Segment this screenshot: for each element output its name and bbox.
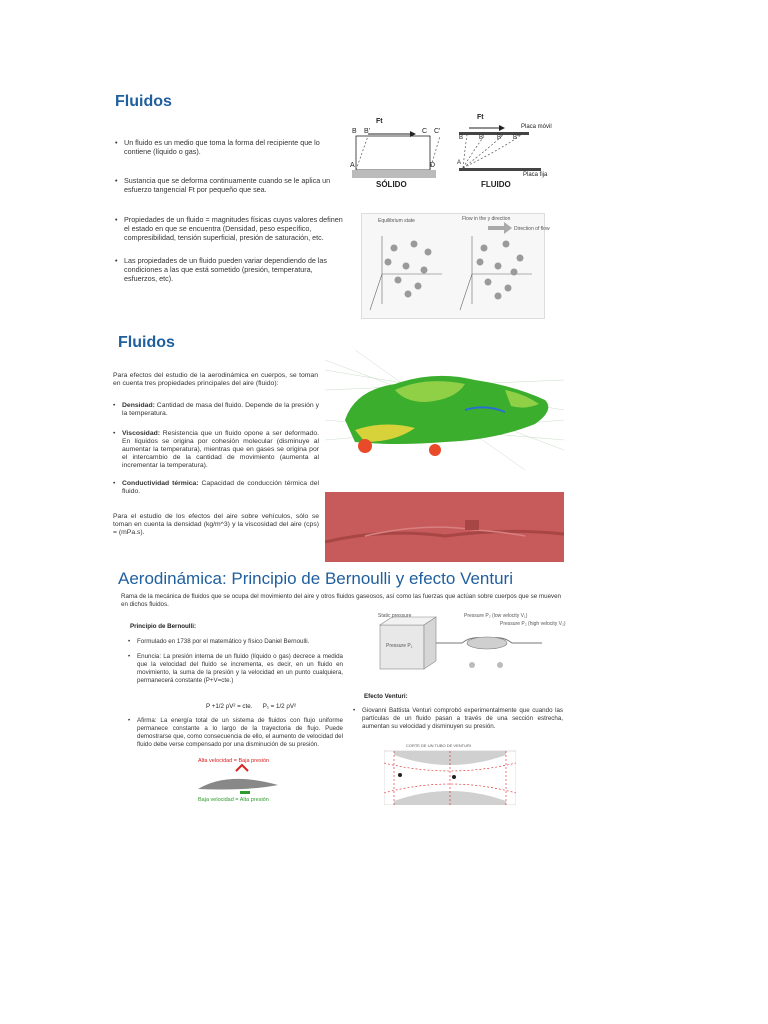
bullet-term: Conductividad térmica: <box>122 480 199 487</box>
top-plate-label: Placa móvil <box>521 124 552 130</box>
bullet-item: • Sustancia que se deforma continuamente cuando se le aplica un esfuerzo tangencial Ft por pequeño que sea. <box>115 176 343 194</box>
bernoulli-list <box>128 638 343 692</box>
formula-right: P₁ = 1/2 ρV² <box>262 703 297 710</box>
point-label: A <box>350 162 355 169</box>
fig-label: Pressure P₂ (low velocity V₁) <box>464 613 528 619</box>
bernoulli-pressure-figure <box>372 613 566 683</box>
point-label: B''' <box>513 135 521 141</box>
bullet-item: • Giovanni Battista Venturi comprobó experimentalmente que cuando las partículas de un fluido pasan a través de una sección estrecha, aumentan su velocidad y disminuyen su presión. <box>353 707 563 731</box>
bernoulli-heading: Principio de Bernoulli: <box>130 623 197 630</box>
fig-label: Pressure P₁ <box>386 643 413 649</box>
bullet-item <box>113 402 319 418</box>
point-label: D <box>430 162 436 169</box>
bernoulli-formula <box>206 703 296 710</box>
point-label: A <box>457 160 462 166</box>
venturi-fig-title: CORTE DE UN TUBO DE VENTURI <box>406 743 471 748</box>
point-label: B <box>352 128 357 135</box>
bullet-item: • Enuncia: La presión interna de un fluido (líquido o gas) decrece a medida que la velocidad del fluido se incrementa, es decir, en un fluido en movimiento, la suma de la presión y la velocidad en un punto cualquiera, permanecerá constante (P+V=cte.) <box>128 653 343 685</box>
point-label: B <box>459 135 464 141</box>
point-label: C' <box>434 128 441 135</box>
bullet-list <box>115 138 343 303</box>
particle-flow-diagram <box>361 213 550 319</box>
intro-paragraph: Rama de la mecánica de fluidos que se ocupa del movimiento del aire y otros fluidos gaseosos, así como las fuerzas que actúan sobre cuerpos que se mueven en dichos fluidos. <box>121 593 561 608</box>
fig-label: Pressure P₂ (high velocity V₂) <box>500 621 566 627</box>
venturi-list <box>353 707 563 731</box>
slide-title: Fluidos <box>115 93 172 110</box>
slide-fluidos-1 <box>105 88 552 320</box>
slide-title: Aerodinámica: Principio de Bernoulli y efecto Venturi <box>118 569 513 588</box>
bullet-term: Viscosidad: <box>122 430 161 437</box>
bullet-item: • Afirma: La energía total de un sistema de fluidos con flujo uniforme permanece constante a lo largo de la trayectoria de flujo. Puede demostrarse que, como consecuencia de ello, el aumento de velocidad del fluido debe verse compensado por una disminución de su presión. <box>128 717 343 749</box>
venturi-heading: Efecto Venturi: <box>364 693 408 700</box>
bullet-item: • Formulado en 1738 por el matemático y físico Daniel Bernoulli. <box>128 638 343 646</box>
bullet-text: Capacidad de conducción térmica del fluido. <box>122 480 319 495</box>
point-label: B' <box>364 128 371 135</box>
point-label: B' <box>479 135 485 141</box>
flow-label: Flow in the y direction <box>462 216 511 222</box>
force-label: Ft <box>376 118 383 125</box>
cfd-pressure-image <box>325 492 564 562</box>
bullet-item: • Propiedades de un fluido = magnitudes físicas cuyos valores definen el estado en que se encuentra (Densidad, peso específico, compresibilidad, tensión superficial, presión de saturación, etc. <box>115 215 343 242</box>
slide-title: Fluidos <box>118 334 175 351</box>
bullet-item <box>113 430 319 470</box>
bullet-text: Cantidad de masa del fluido. Depende de la presión y la temperatura. <box>122 402 319 417</box>
fluid-deformation-diagram <box>455 114 552 190</box>
fig-label: Static pressure <box>378 613 412 619</box>
bullet-term: Densidad: <box>122 402 155 409</box>
fluid-caption: FLUIDO <box>481 180 511 189</box>
point-label: C <box>422 128 428 135</box>
bullet-list <box>113 402 319 508</box>
bullet-text: Resistencia que un fluido opone a ser deformado. En líquidos se origina por cohesión molecular (disminuye al aumentar la temperatura), mientras que en gases se origina por el intercambio de la cantidad de movimiento (aumenta al incrementar la temperatura). <box>122 430 319 469</box>
equilibrium-label: Equilibrium state <box>378 218 415 224</box>
point-label: B" <box>497 135 504 141</box>
bullet-item: • Un fluido es un medio que toma la forma del recipiente que lo contiene (líquido o gas). <box>115 138 343 156</box>
wing-bottom-label: Baja velocidad = Alta presión <box>198 797 269 803</box>
bullet-item <box>113 480 319 496</box>
outro-paragraph: Para el estudio de los efectos del aire sobre vehículos, sólo se toman en cuenta la densidad (kg/m^3) y la viscosidad del aire (cps) = (mPa.s). <box>113 513 319 536</box>
affirm-list <box>128 717 343 749</box>
slide-fluidos-2 <box>108 330 564 562</box>
slide-aerodinamica <box>108 565 568 823</box>
venturi-tube-figure <box>384 745 516 805</box>
solid-caption: SÓLIDO <box>376 180 407 189</box>
direction-label: Direction of flow <box>514 226 550 232</box>
bullet-item: • Las propiedades de un fluido pueden variar dependiendo de las condiciones a las que está sometido (presión, temperatura, esfuerzos, etc). <box>115 256 343 283</box>
force-label: Ft <box>477 114 484 121</box>
solid-deformation-diagram <box>350 120 450 192</box>
wing-airfoil-diagram <box>188 757 298 807</box>
wing-top-label: Alta velocidad = Baja presión <box>198 758 270 764</box>
cfd-car-image <box>325 350 564 470</box>
bottom-plate-label: Placa fija <box>523 172 548 178</box>
formula-left: P +1/2 ρV² = cte. <box>206 703 253 710</box>
intro-paragraph: Para efectos del estudio de la aerodinámica en cuerpos, se toman en cuenta tres propiedades principales del aire (fluido): <box>113 372 318 387</box>
